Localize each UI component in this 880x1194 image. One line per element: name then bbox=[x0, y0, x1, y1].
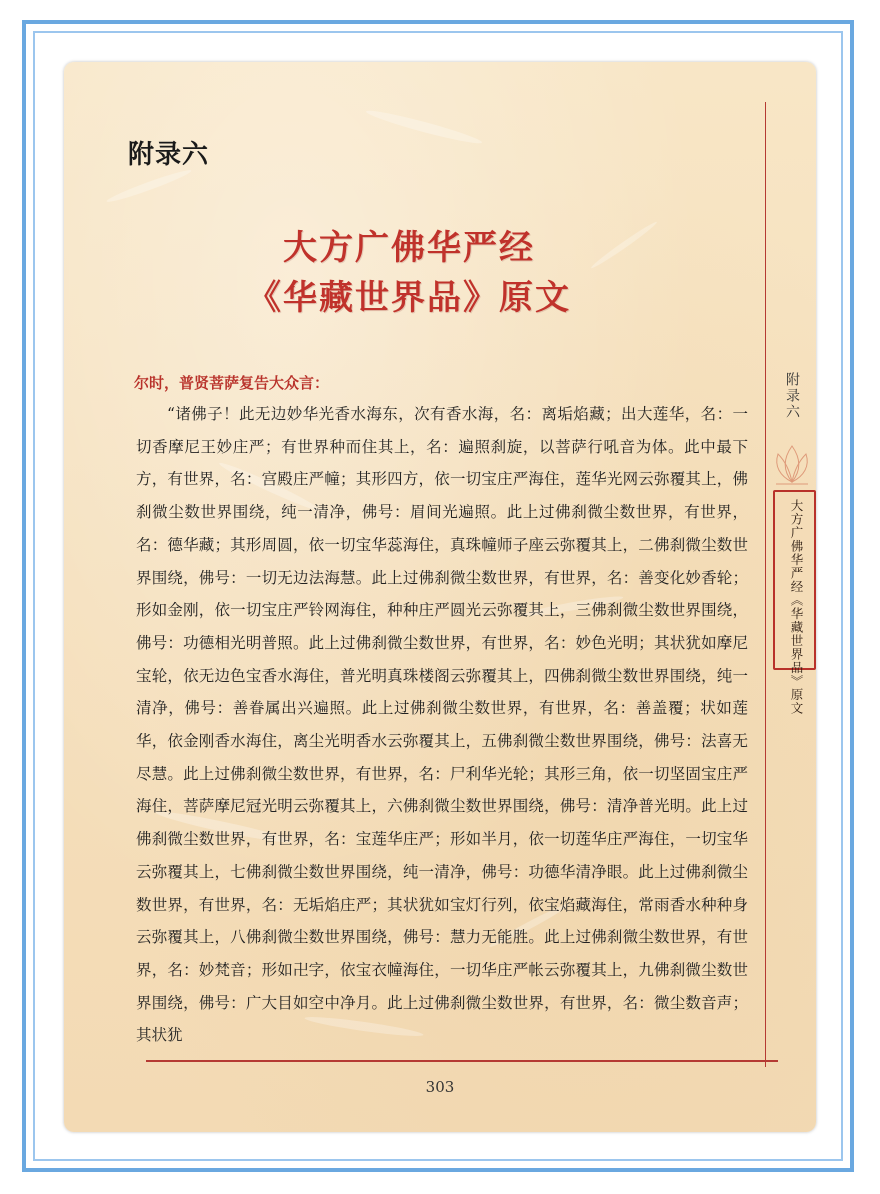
intro-line: 尔时，普贤菩萨复告大众言： bbox=[134, 374, 330, 392]
title-line-1: 大方广佛华严经 bbox=[283, 228, 535, 268]
appendix-heading: 附录六 bbox=[128, 140, 210, 170]
lotus-icon bbox=[770, 432, 814, 488]
side-appendix-label: 附录六 bbox=[784, 372, 800, 420]
right-rule bbox=[765, 102, 766, 1067]
body-paragraph: “诸佛子！此无边妙华光香水海东，次有香水海，名：离垢焰藏；出大莲华，名：一切香摩尼王妙庄严；有世界种而住其上，名：遍照刹旋，以菩萨行吼音为体。此中最下方，有世界，名：宫殿庄严幢；其形四方，依一切宝庄严海住，莲华光网云弥覆其上，佛刹微尘数世界围绕，纯一清净，佛号：眉间光遍照。此上过佛刹微尘数世界，有世界，名：德华藏；其形周圆，依一切宝华蕊海住，真珠幢师子座云弥覆其上，二佛刹微尘数世界围绕，佛号：一切无边法海慧。此上过佛刹微尘数世界，有世界，名：善变化妙香轮；形如金刚，依一切宝庄严铃网海住，种种庄严圆光云弥覆其上，三佛刹微尘数世界围绕，佛号：功德相光明普照。此上过佛刹微尘数世界，有世界，名：妙色光明；其状犹如摩尼宝轮，依无边色宝香水海住，普光明真珠楼阁云弥覆其上，四佛刹微尘数世界围绕，纯一清净，佛号：善眷属出兴遍照。此上过佛刹微尘数世界，有世界，名：善盖覆；状如莲华，依金刚香水海住，离尘光明香水云弥覆其上，五佛刹微尘数世界围绕，佛号：法喜无尽慧。此上过佛刹微尘数世界，有世界，名：尸利华光轮；其形三角，依一切坚固宝庄严海住，菩萨摩尼冠光明云弥覆其上，六佛刹微尘数世界围绕，佛号：清净普光明。此上过佛刹微尘数世界，有世界，名：宝莲华庄严；形如半月，依一切莲华庄严海住，一切宝华云弥覆其上，七佛刹微尘数世界围绕，纯一清净，佛号：功德华清净眼。此上过佛刹微尘数世界，有世界，名：无垢焰庄严；其状犹如宝灯行列，依宝焰藏海住，常雨香水种种身云弥覆其上，八佛刹微尘数世界围绕，佛号：慧力无能胜。此上过佛刹微尘数世界，有世界，名：妙梵音；形如卍字，依宝衣幢海住，一切华庄严帐云弥覆其上，九佛刹微尘数世界围绕，佛号：广大目如空中净月。此上过佛刹微尘数世界，有世界，名：微尘数音声；其状犹 bbox=[136, 405, 748, 1045]
bottom-rule bbox=[146, 1060, 778, 1062]
side-title-label: 大方广佛华严经《华藏世界品》原文 bbox=[789, 499, 804, 715]
title-line-2: 《华藏世界品》原文 bbox=[247, 278, 571, 318]
page-number: 303 bbox=[425, 1078, 455, 1096]
body-text bbox=[136, 398, 748, 1052]
book-page bbox=[64, 62, 816, 1132]
